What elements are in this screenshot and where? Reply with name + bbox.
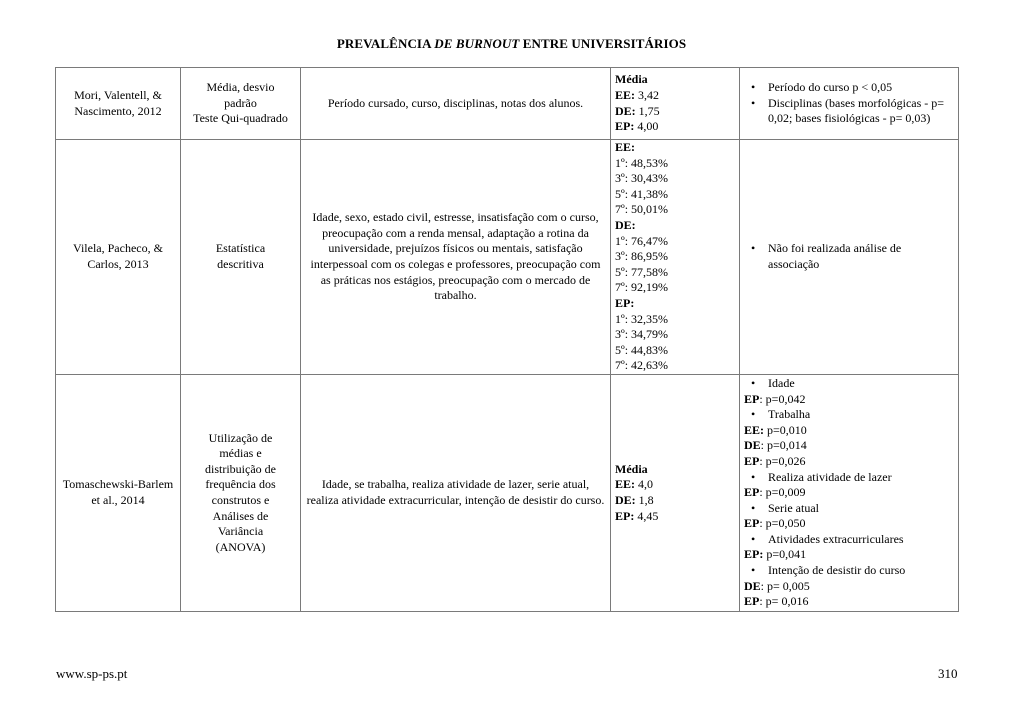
pvalue-value: : p=0,026 bbox=[759, 453, 806, 468]
result-line bbox=[615, 462, 735, 478]
pvalue-label: EP bbox=[744, 485, 760, 500]
result-label: EE: bbox=[615, 140, 636, 154]
result-value: 5º: 44,83% bbox=[615, 342, 669, 357]
result-value: 4,00 bbox=[634, 119, 659, 134]
association-list bbox=[744, 501, 954, 517]
title-suffix: ENTRE UNIVERSITÁRIOS bbox=[519, 36, 687, 51]
result-line bbox=[615, 280, 735, 296]
association-cell bbox=[740, 374, 959, 611]
association-cell bbox=[740, 68, 959, 140]
result-line bbox=[615, 156, 735, 172]
method-line: padrão bbox=[224, 95, 257, 110]
result-value: 5º: 41,38% bbox=[615, 186, 669, 201]
association-item: • Idade bbox=[744, 376, 954, 392]
results-cell bbox=[611, 374, 740, 611]
result-line bbox=[615, 140, 735, 156]
result-line bbox=[615, 187, 735, 203]
association-list bbox=[744, 563, 954, 579]
association-item: • Realiza atividade de lazer bbox=[744, 470, 954, 486]
pvalue-value: : p= 0,016 bbox=[759, 594, 809, 609]
result-label: DE: bbox=[615, 217, 636, 232]
result-line bbox=[615, 104, 735, 120]
result-line bbox=[615, 493, 735, 509]
association-list bbox=[744, 241, 954, 272]
result-value: 4,0 bbox=[635, 477, 654, 492]
pvalue-label: EP bbox=[744, 391, 760, 406]
results-cell bbox=[611, 68, 740, 140]
result-line bbox=[615, 88, 735, 104]
pvalue-label: EP bbox=[744, 594, 760, 609]
result-value: 4,45 bbox=[634, 508, 659, 523]
result-label: Média bbox=[615, 461, 648, 476]
pvalue-value: p=0,041 bbox=[763, 547, 807, 562]
result-value: 7º: 92,19% bbox=[615, 280, 669, 295]
method-cell bbox=[181, 374, 301, 611]
result-value: 3,42 bbox=[635, 87, 660, 102]
variables-cell: Período cursado, curso, disciplinas, notas dos alunos. bbox=[301, 68, 611, 140]
result-line bbox=[615, 119, 735, 135]
result-line bbox=[615, 296, 735, 312]
result-line bbox=[615, 509, 735, 525]
result-label: EP: bbox=[615, 295, 635, 310]
pvalue-value: : p=0,042 bbox=[759, 391, 806, 406]
method-line: Teste Qui-quadrado bbox=[193, 111, 288, 126]
association-list bbox=[744, 376, 954, 392]
result-line bbox=[615, 265, 735, 281]
result-line bbox=[615, 202, 735, 218]
association-item: • Período do curso p < 0,05 bbox=[744, 80, 954, 96]
result-label: EE: bbox=[615, 477, 636, 492]
pvalue-label: EP: bbox=[744, 547, 764, 562]
result-line bbox=[615, 218, 735, 234]
title-prefix: PREVALÊNCIA bbox=[336, 36, 435, 51]
association-list bbox=[744, 407, 954, 423]
result-value: 1º: 32,35% bbox=[615, 311, 669, 326]
result-line bbox=[615, 312, 735, 328]
pvalue-value: p=0,010 bbox=[764, 422, 807, 437]
method-line: Estatística bbox=[215, 241, 266, 256]
method-line: descritiva bbox=[217, 256, 264, 271]
page-number: 310 bbox=[938, 666, 958, 681]
studies-table bbox=[55, 67, 959, 612]
association-pvalue bbox=[744, 392, 954, 408]
result-line bbox=[615, 234, 735, 250]
result-value: 3º: 30,43% bbox=[615, 171, 669, 186]
method-line: Média, desvio bbox=[206, 80, 275, 95]
variables-cell: Idade, se trabalha, realiza atividade de lazer, serie atual, realiza atividade extracurricular, intenção de desistir do curso. bbox=[301, 374, 611, 611]
association-list bbox=[744, 532, 954, 548]
association-item: • Disciplinas (bases morfológicas - p= 0,02; bases fisiológicas - p= 0,03) bbox=[744, 96, 954, 127]
result-value: 7º: 50,01% bbox=[615, 202, 669, 217]
pvalue-label: DE bbox=[744, 438, 761, 453]
association-pvalue bbox=[744, 579, 954, 595]
result-value: 1,75 bbox=[635, 103, 660, 118]
result-value: 5º: 77,58% bbox=[615, 264, 669, 279]
association-item: • Trabalha bbox=[744, 407, 954, 423]
result-label: EP: bbox=[615, 119, 635, 134]
pvalue-label: DE bbox=[744, 578, 761, 593]
result-line bbox=[615, 171, 735, 187]
variables-cell: Idade, sexo, estado civil, estresse, insatisfação com o curso, preocupação com a renda mensal, adaptação a rotina da universidade, prejuízos físicos ou mentais, satisfação interpessoal com os colegas e professores, preocupação com as práticas nos estágios, preocupação com o mercado de trabalho. bbox=[301, 140, 611, 375]
result-label: DE: bbox=[615, 492, 636, 507]
result-value: 1º: 48,53% bbox=[615, 155, 669, 170]
pvalue-value: : p=0,009 bbox=[759, 485, 806, 500]
result-label: Média bbox=[615, 72, 648, 87]
title-italic: DE BURNOUT bbox=[434, 36, 520, 51]
author-cell: Vilela, Pacheco, & Carlos, 2013 bbox=[56, 140, 181, 375]
method-line: Análises de bbox=[212, 508, 269, 523]
association-list bbox=[744, 470, 954, 486]
method-line: Variância bbox=[217, 524, 264, 539]
pvalue-value: : p=0,014 bbox=[760, 438, 807, 453]
association-pvalue bbox=[744, 423, 954, 439]
result-line bbox=[615, 477, 735, 493]
method-line: construtos e bbox=[211, 492, 270, 507]
author-cell: Mori, Valentell, & Nascimento, 2012 bbox=[56, 68, 181, 140]
method-line: frequência dos bbox=[205, 477, 276, 492]
table-row bbox=[56, 140, 959, 375]
association-item: • Não foi realizada análise de associação bbox=[744, 241, 954, 272]
method-line: distribuição de bbox=[205, 461, 276, 476]
result-value: 1º: 76,47% bbox=[615, 233, 669, 248]
result-value: 7º: 42,63% bbox=[615, 358, 669, 373]
table-row bbox=[56, 374, 959, 611]
result-line bbox=[615, 343, 735, 359]
results-cell bbox=[611, 140, 740, 375]
association-pvalue bbox=[744, 547, 954, 563]
result-value: 3º: 86,95% bbox=[615, 249, 669, 264]
pvalue-value: : p=0,050 bbox=[759, 516, 806, 531]
association-item: • Atividades extracurriculares bbox=[744, 532, 954, 548]
footer-website[interactable]: www.sp-ps.pt bbox=[56, 666, 128, 681]
pvalue-label: EP bbox=[744, 516, 760, 531]
association-pvalue bbox=[744, 594, 954, 610]
result-value: 1,8 bbox=[635, 492, 654, 507]
result-label: EP: bbox=[615, 508, 635, 523]
pvalue-label: EP bbox=[744, 453, 760, 468]
association-item: • Intenção de desistir do curso bbox=[744, 563, 954, 579]
association-pvalue bbox=[744, 438, 954, 454]
result-value: 3º: 34,79% bbox=[615, 327, 669, 342]
method-line: Utilização de bbox=[208, 430, 273, 445]
method-line: (ANOVA) bbox=[215, 539, 266, 554]
association-item: • Serie atual bbox=[744, 501, 954, 517]
author-cell: Tomaschewski-Barlem et al., 2014 bbox=[56, 374, 181, 611]
association-pvalue bbox=[744, 485, 954, 501]
method-cell bbox=[181, 68, 301, 140]
pvalue-label: EE: bbox=[744, 422, 765, 437]
table-row bbox=[56, 68, 959, 140]
association-cell bbox=[740, 140, 959, 375]
method-cell bbox=[181, 140, 301, 375]
result-line bbox=[615, 327, 735, 343]
method-line: médias e bbox=[219, 446, 262, 461]
association-list bbox=[744, 80, 954, 127]
association-pvalue bbox=[744, 516, 954, 532]
result-line bbox=[615, 72, 735, 88]
result-label: EE: bbox=[615, 87, 636, 102]
result-label: DE: bbox=[615, 103, 636, 118]
result-line bbox=[615, 249, 735, 265]
pvalue-value: : p= 0,005 bbox=[760, 578, 810, 593]
result-line bbox=[615, 358, 735, 374]
association-pvalue bbox=[744, 454, 954, 470]
page-title bbox=[0, 36, 1023, 52]
